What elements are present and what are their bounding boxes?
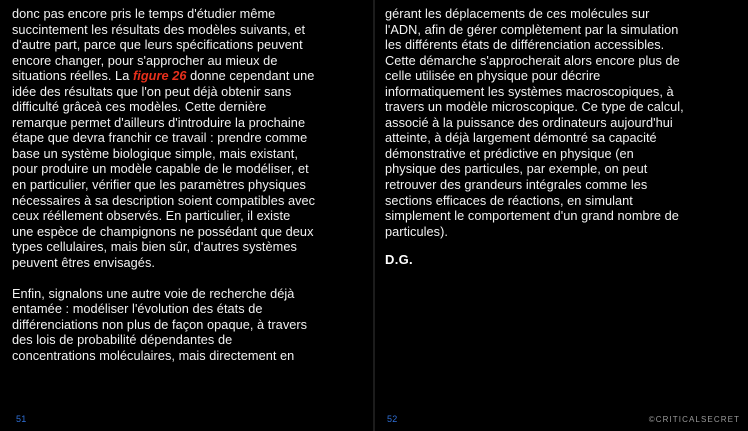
text-line: succintement les résultats des modèles suivants, et xyxy=(12,21,306,37)
text-line: retrouver des grandeurs intégrales comme les xyxy=(385,177,648,193)
page-number-right: 52 xyxy=(387,414,398,424)
text-line: idée des résultats que l'on peut déjà obtenir sans xyxy=(12,83,292,99)
text-line: donc pas encore pris le temps d'étudier même xyxy=(12,6,276,21)
text-line: gérant les déplacements de ces molécules sur xyxy=(385,6,650,21)
text-line: Cette démarche s'approcherait alors encore plus de xyxy=(385,52,680,68)
text-line: particules). xyxy=(385,223,448,239)
paragraph-gap xyxy=(12,270,364,286)
text-line: entamée : modéliser l'évolution des états de xyxy=(12,301,263,317)
left-paragraph-1 xyxy=(12,6,364,270)
text-line: associé à la puissance des ordinateurs aujourd'hui xyxy=(385,114,673,130)
text-line: en particulier, vérifier que les paramètres physiques xyxy=(12,177,306,193)
figure-26-link[interactable]: figure 26 xyxy=(132,68,187,84)
text-line: travers un modèle microscopique. Ce type de calcul, xyxy=(385,99,684,115)
text-line: sections efficaces de réactions, en simulant xyxy=(385,192,633,208)
text-line: différenciations non plus de façon opaque, à travers xyxy=(12,316,308,332)
text-line: simplement le comportement d'un grand nombre de xyxy=(385,208,679,224)
text-line: l'ADN, afin de gérer complètement par la simulation xyxy=(385,21,679,37)
left-page xyxy=(0,0,373,431)
link-line-suffix: donne cependant une xyxy=(186,68,315,84)
text-line: informatiquement les systèmes macroscopiques, à xyxy=(385,83,674,99)
text-line: celle utilisée en physique pour décrire xyxy=(385,68,601,84)
text-line: encore changer, pour s'approcher au mieux de xyxy=(12,52,278,68)
text-line: ceux rééllement observés. En particulier, il existe xyxy=(12,208,291,224)
right-paragraph-1 xyxy=(385,6,737,239)
text-line: base un système biologique simple, mais existant, xyxy=(12,145,298,161)
text-line: des lois de probabilité dépendantes de xyxy=(12,332,233,348)
text-line: une espèce de champignons ne possédant que deux xyxy=(12,223,314,239)
text-line: démonstrative et prédictive en physique (en xyxy=(385,145,634,161)
text-line: étape que devra franchir ce travail : prendre comme xyxy=(12,130,308,146)
text-line: concentrations moléculaires, mais directement en xyxy=(12,348,295,364)
text-line: d'autre part, parce que leurs spécifications peuvent xyxy=(12,37,303,53)
text-line: remarque permet d'ailleurs d'introduire la prochaine xyxy=(12,114,306,130)
text-line: les différents états de différenciation accessibles. xyxy=(385,37,665,53)
page-number-left: 51 xyxy=(16,414,27,424)
text-line: Enfin, signalons une autre voie de recherche déjà xyxy=(12,285,295,301)
left-paragraph-2 xyxy=(12,286,364,364)
text-line: nécessaires à sa description soient compatibles avec xyxy=(12,192,316,208)
text-line: pour produire un modèle capable de le modéliser, et xyxy=(12,161,309,177)
text-line: types cellulaires, mais bien sûr, d'autres systèmes xyxy=(12,239,297,255)
right-page xyxy=(375,0,748,431)
copyright-label: ©CRITICALSECRET xyxy=(648,415,740,424)
link-line-prefix: situations réelles. La xyxy=(12,68,133,84)
left-text-column xyxy=(12,6,364,364)
text-line: physique des particules, par exemple, on peut xyxy=(385,161,648,177)
author-signature: D.G. xyxy=(385,252,413,268)
text-line: atteinte, à déjà largement démontré sa capacité xyxy=(385,130,657,146)
right-text-column xyxy=(385,6,737,268)
text-line: difficulté grâceà ces modèles. Cette dernière xyxy=(12,99,267,115)
text-line: peuvent êtres envisagés. xyxy=(12,254,155,270)
text-line-with-figure-link xyxy=(12,68,364,84)
